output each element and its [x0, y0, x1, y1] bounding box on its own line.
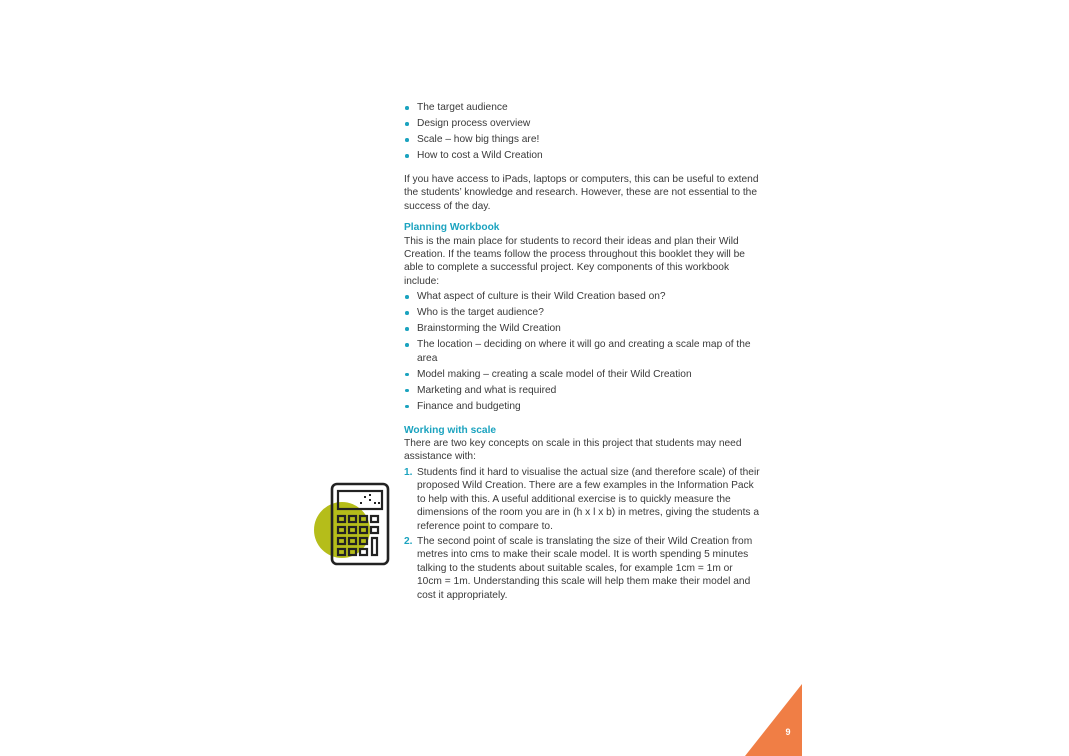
- planning-heading: Planning Workbook: [404, 222, 500, 234]
- scale-paragraph: There are two key concepts on scale in this project that students may need assistance with:: [404, 438, 742, 463]
- list-item: [404, 466, 760, 533]
- list-item: Model making – creating a scale model of their Wild Creation: [404, 368, 760, 381]
- list-item: Design process overview: [404, 117, 760, 130]
- scale-heading: Working with scale: [404, 424, 497, 436]
- list-item: The target audience: [404, 101, 760, 114]
- list-item: What aspect of culture is their Wild Creation based on?: [404, 290, 760, 303]
- planning-paragraph: This is the main place for students to record their ideas and plan their Wild Creation. If the teams follow the process throughout this booklet they will be able to complete a successful project. Key components of this workbook include:: [404, 235, 745, 287]
- step-number: 2.: [404, 535, 413, 547]
- list-item: Scale – how big things are!: [404, 133, 760, 146]
- planning-list: [404, 290, 760, 413]
- list-item: How to cost a Wild Creation: [404, 149, 760, 162]
- list-item: Marketing and what is required: [404, 384, 760, 397]
- step-text: Students find it hard to visualise the actual size (and therefore scale) of their proposed Wild Creation. There are a few examples in the Information Pack to help with this. A useful additional exercise is to quickly measure the dimensions of the room you are in (h x l x b) in metres, giving the students a reference point to compare to.: [417, 466, 760, 532]
- audience-list: [404, 101, 760, 162]
- intro-paragraph: If you have access to iPads, laptops or computers, this can be useful to extend the students’ knowledge and research. However, these are not essential to the success of the day.: [404, 174, 759, 212]
- list-item: [404, 535, 760, 602]
- list-item: Who is the target audience?: [404, 306, 760, 319]
- page-corner-triangle: [745, 684, 802, 756]
- list-item: Finance and budgeting: [404, 400, 760, 413]
- list-item: Brainstorming the Wild Creation: [404, 322, 760, 335]
- step-text: The second point of scale is translating the size of their Wild Creation from metres into cms to make their scale model. It is worth spending 5 minutes talking to the students about suitable scales, for example 1cm = 1m or 10cm = 1m. Understanding this scale will help them make their model and cost it appropriately.: [417, 535, 753, 601]
- scale-steps: [404, 466, 760, 602]
- calculator-icon: [312, 482, 392, 568]
- content-column: [404, 101, 760, 604]
- list-item: The location – deciding on where it will go and creating a scale map of the area: [404, 338, 760, 365]
- page-number: 9: [785, 727, 791, 737]
- step-number: 1.: [404, 466, 413, 478]
